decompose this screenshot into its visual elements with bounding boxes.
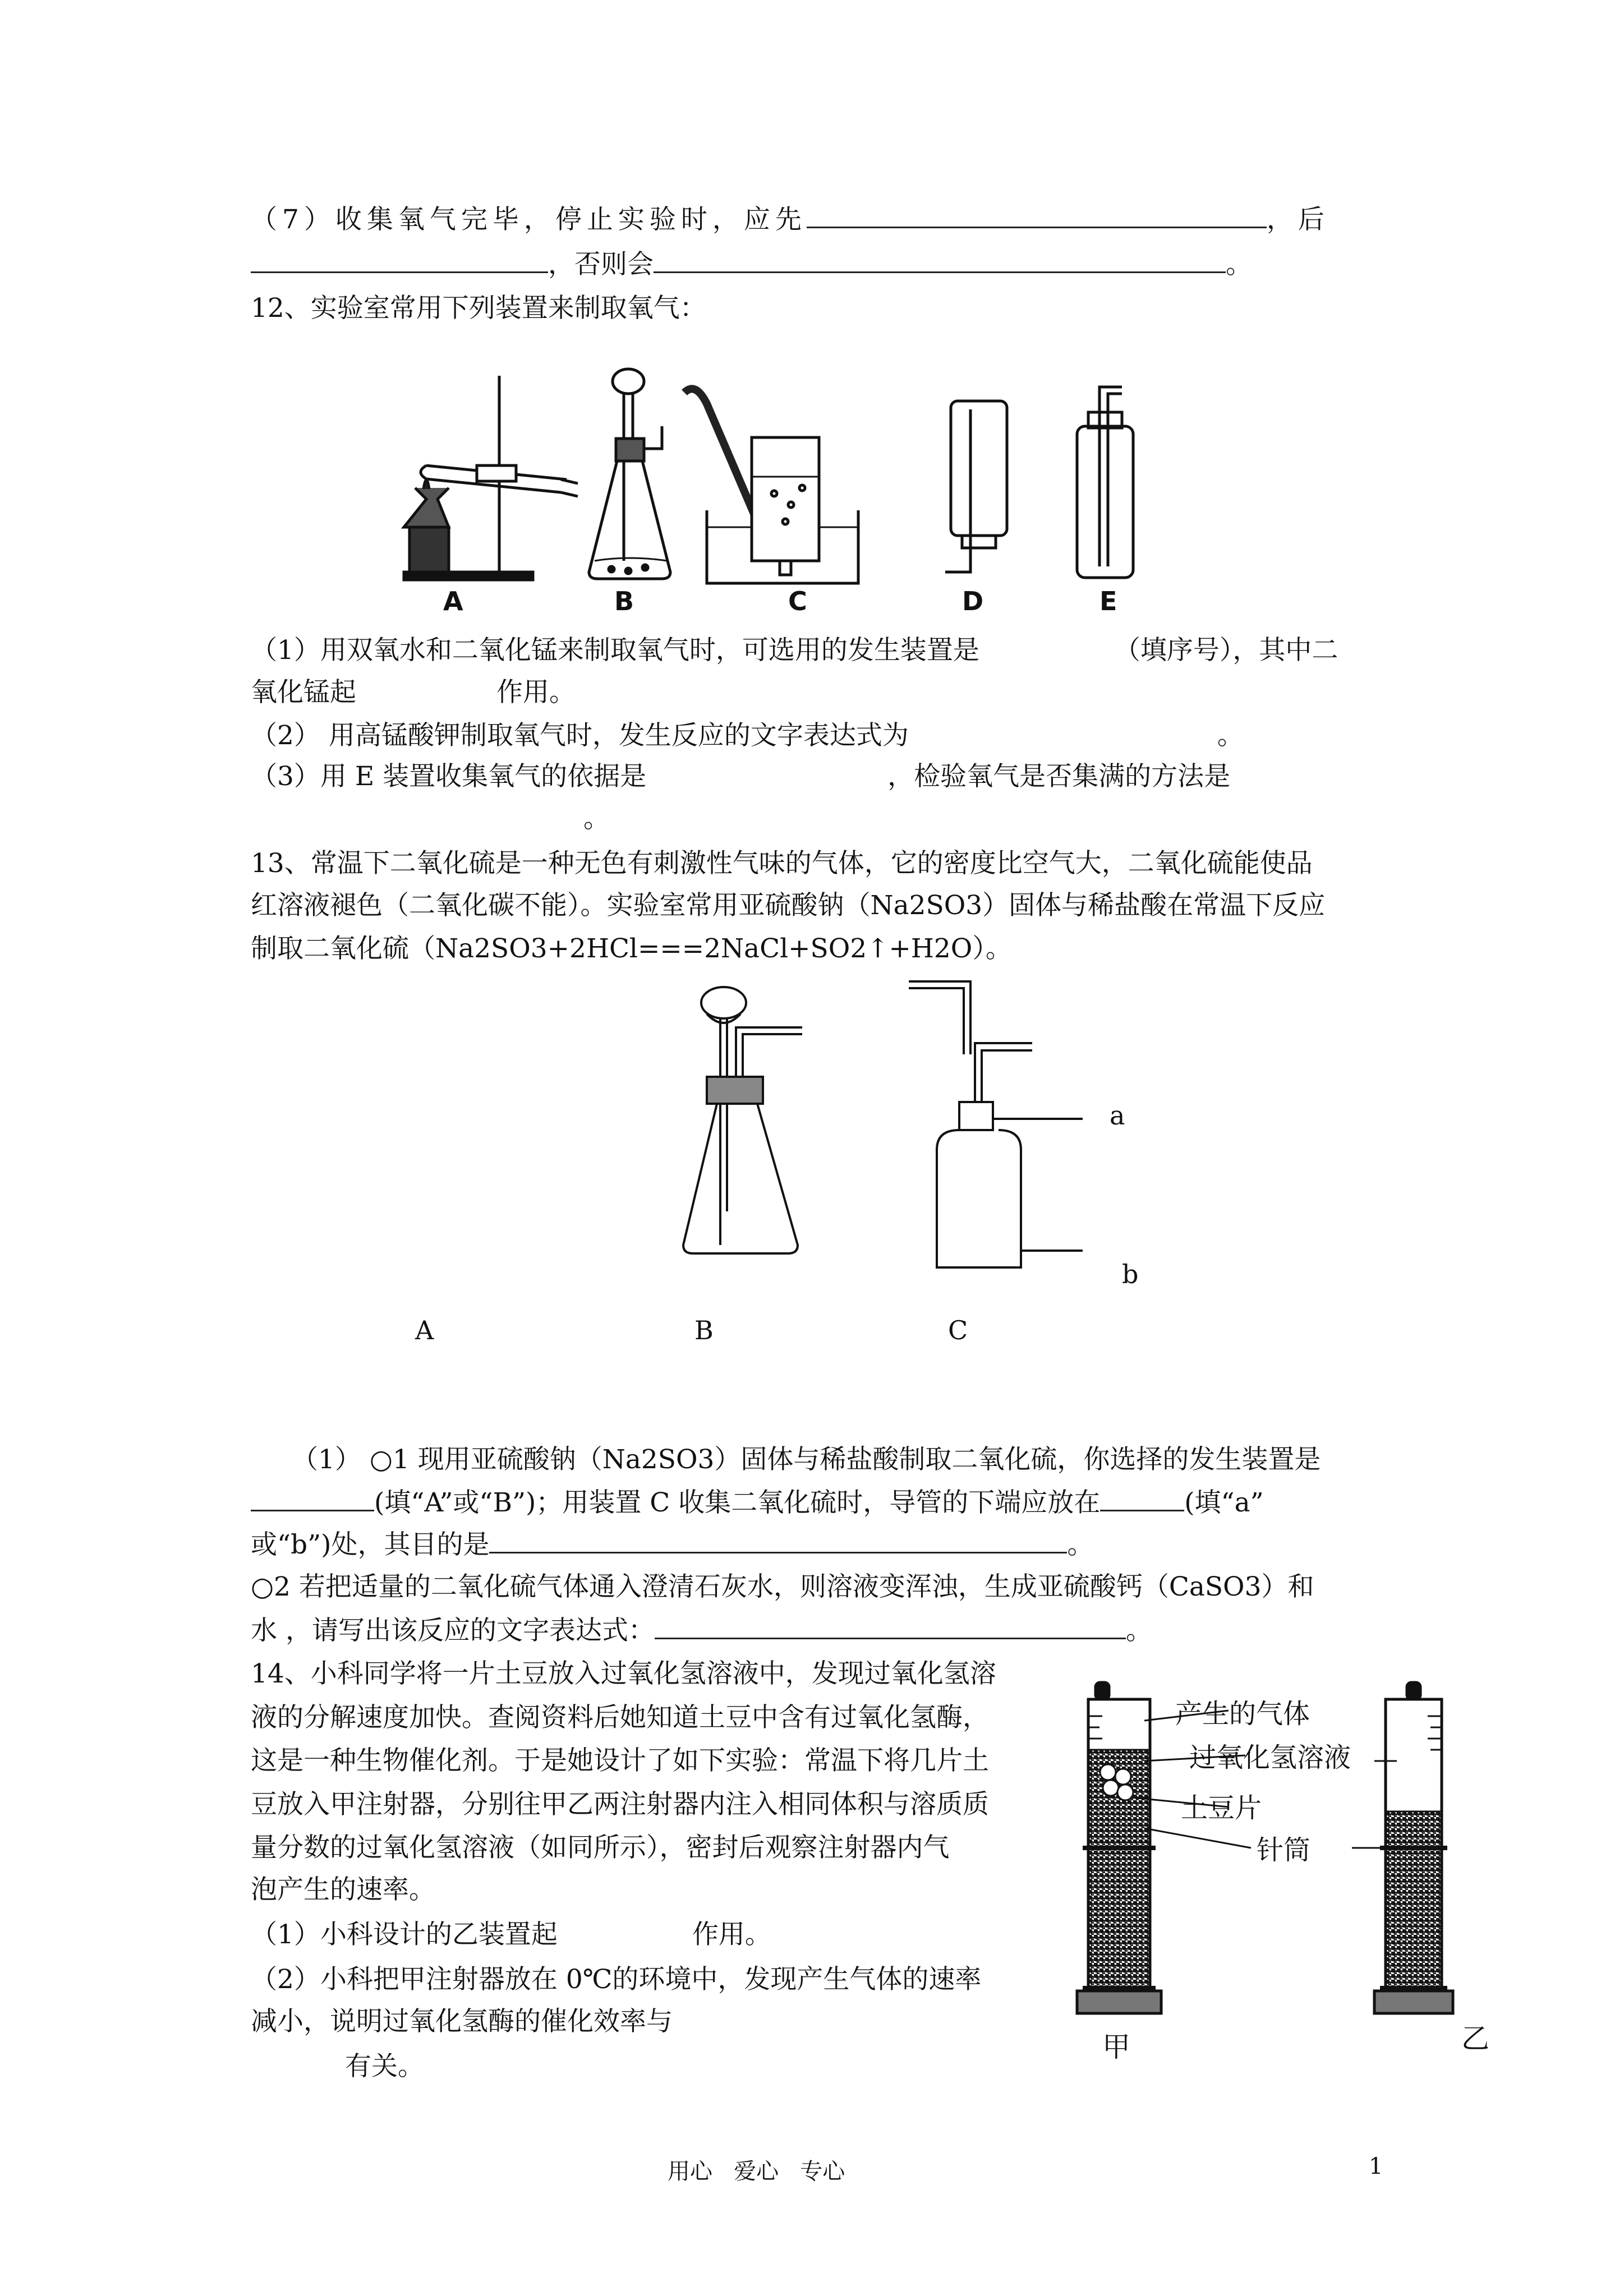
q13-label-b: B: [694, 1315, 714, 1345]
q12-p1c: 氧化锰起: [251, 677, 356, 708]
q12-part3: [251, 760, 1230, 794]
q13-s1d: 或“b”)处，其目的是: [251, 1529, 490, 1560]
q12-p1d: 作用。: [496, 677, 576, 708]
q13-label-a: A: [415, 1315, 434, 1345]
q13-label-c: C: [948, 1315, 968, 1345]
q11-item7-c: ，否则会: [548, 249, 654, 280]
flask-with-funnel: [683, 987, 802, 1253]
q14-part2-line3: 有关。: [345, 2051, 424, 2082]
q12-label-d: D: [962, 586, 984, 616]
q14-fig-barrel: 针筒: [1257, 1834, 1311, 1866]
q14-line-5: 量分数的过氧化氢溶液（如同所示），密封后观察注射器内气: [251, 1832, 950, 1863]
page-number: 1: [1369, 2154, 1383, 2179]
q12-p1b: （填序号），其中二: [1114, 635, 1338, 666]
q13-sub1-line3: [251, 1528, 1093, 1562]
syringe-yi: [1352, 1682, 1453, 2013]
q13-sub2-line2: [251, 1614, 1152, 1648]
q11-blank-1[interactable]: [807, 203, 1267, 228]
q14-part2-line1: （2）小科把甲注射器放在 0℃的环境中，发现产生气体的速率: [251, 1964, 982, 1995]
q12-part2: [251, 719, 1244, 753]
q13-sub2-line1: ○2 若把适量的二氧化硫气体通入澄清石灰水，则溶液变浑浊，生成亚硫酸钙（CaSO3）和: [251, 1571, 1314, 1602]
q14-line-1: 14、小科同学将一片土豆放入过氧化氢溶液中，发现过氧化氢溶: [251, 1658, 996, 1689]
q14-fig-gas: 产生的气体: [1175, 1698, 1310, 1730]
q13-blank-3[interactable]: [489, 1528, 1067, 1553]
q12-part3-end: 。: [583, 803, 610, 834]
q14-line-4: 豆放入甲注射器，分别往甲乙两注射器内注入相同体积与溶质质: [251, 1789, 989, 1820]
q13-s1e: 。: [1067, 1529, 1094, 1560]
q12-label-b: B: [614, 586, 634, 616]
gas-bottle-c: [909, 981, 1083, 1267]
q13-s2b: 水 ，请写出该反应的文字表达式：: [251, 1615, 655, 1646]
apparatus-c: [684, 389, 858, 583]
q13-s1c: (填“a”: [1184, 1487, 1264, 1518]
q13-s2c: 。: [1125, 1615, 1152, 1646]
q14-line-2: 液的分解速度加快。查阅资料后她知道土豆中含有过氧化氢酶，: [251, 1702, 989, 1733]
apparatus-a: [404, 376, 578, 580]
q13-s1b: (填“A”或“B”)；用装置 C 收集二氧化硫时，导管的下端应放在: [374, 1487, 1101, 1518]
q12-title: 12、实验室常用下列装置来制取氧气：: [251, 293, 706, 324]
q12-p1a: （1）用双氧水和二氧化锰来制取氧气时，可选用的发生装置是: [251, 635, 979, 666]
q11-item7-d: 。: [1226, 249, 1252, 280]
q12-part1-line2: [251, 676, 576, 709]
q13-apparatus-figure: [673, 976, 1178, 1290]
footer-motto: 用心 爱心 专心: [668, 2159, 845, 2184]
q14-part1: [251, 1918, 771, 1952]
apparatus-e: [1077, 387, 1133, 578]
q13-blank-4[interactable]: [655, 1614, 1126, 1639]
q13-fig-label-b: b: [1122, 1259, 1139, 1289]
q14-fig-potato: 土豆片: [1181, 1792, 1262, 1824]
q11-blank-3[interactable]: [654, 248, 1226, 273]
q12-label-c: C: [788, 586, 807, 616]
q14-part2-line2: 减小，说明过氧化氢酶的催化效率与: [251, 2006, 673, 2037]
q13-blank-1[interactable]: [251, 1486, 374, 1511]
q11-line-1: [251, 203, 1329, 237]
q11-line-2: [251, 248, 1252, 282]
q12-p3b: ，检验氧气是否集满的方法是: [887, 761, 1231, 792]
q12-label-e: E: [1099, 586, 1117, 616]
q11-blank-2[interactable]: [251, 248, 548, 273]
q12-p3a: （3）用 E 装置收集氧气的依据是: [251, 761, 647, 792]
q13-line-1: 13、常温下二氧化硫是一种无色有刺激性气味的气体，它的密度比空气大，二氧化硫能使品: [251, 848, 1313, 879]
q14-fig-yi: 乙: [1461, 2022, 1489, 2055]
q14-p1b: 作用。: [692, 1919, 771, 1950]
q13-fig-label-a: a: [1110, 1100, 1125, 1131]
q12-p2b: 。: [1217, 720, 1244, 751]
q14-fig-jia: 甲: [1102, 2031, 1130, 2063]
q12-apparatus-figure: [393, 359, 1212, 617]
q13-line-2: 红溶液褪色（二氧化碳不能）。实验室常用亚硫酸钠（Na2SO3）固体与稀盐酸在常温下反应: [251, 890, 1326, 921]
q14-p1a: （1）小科设计的乙装置起: [251, 1919, 558, 1950]
q14-fig-solution: 过氧化氢溶液: [1189, 1742, 1351, 1773]
syringe-jia: [1077, 1682, 1251, 2013]
apparatus-d: [945, 401, 1007, 572]
q12-p2a: （2） 用高锰酸钾制取氧气时，发生反应的文字表达式为: [251, 720, 909, 751]
q12-label-a: A: [443, 586, 463, 616]
q12-part1-line1: [251, 634, 1338, 667]
q13-sub1-line2: [251, 1486, 1264, 1520]
q11-item7-a: （7）收集氧气完毕，停止实验时，应先: [251, 204, 807, 235]
q11-item7-b: ，后: [1266, 204, 1329, 235]
q13-line-3: 制取二氧化硫（Na2SO3+2HCl===2NaCl+SO2↑+H2O）。: [251, 933, 1012, 964]
q13-sub1-line1: （1） ○1 现用亚硫酸钠（Na2SO3）固体与稀盐酸制取二氧化硫，你选择的发生装置是: [292, 1444, 1321, 1475]
q14-line-6: 泡产生的速率。: [251, 1874, 435, 1905]
q13-blank-2[interactable]: [1100, 1486, 1184, 1511]
apparatus-b: [589, 369, 670, 579]
q14-syringe-figure: [1060, 1677, 1464, 2064]
q14-line-3: 这是一种生物催化剂。于是她设计了如下实验：常温下将几片土: [251, 1745, 989, 1776]
